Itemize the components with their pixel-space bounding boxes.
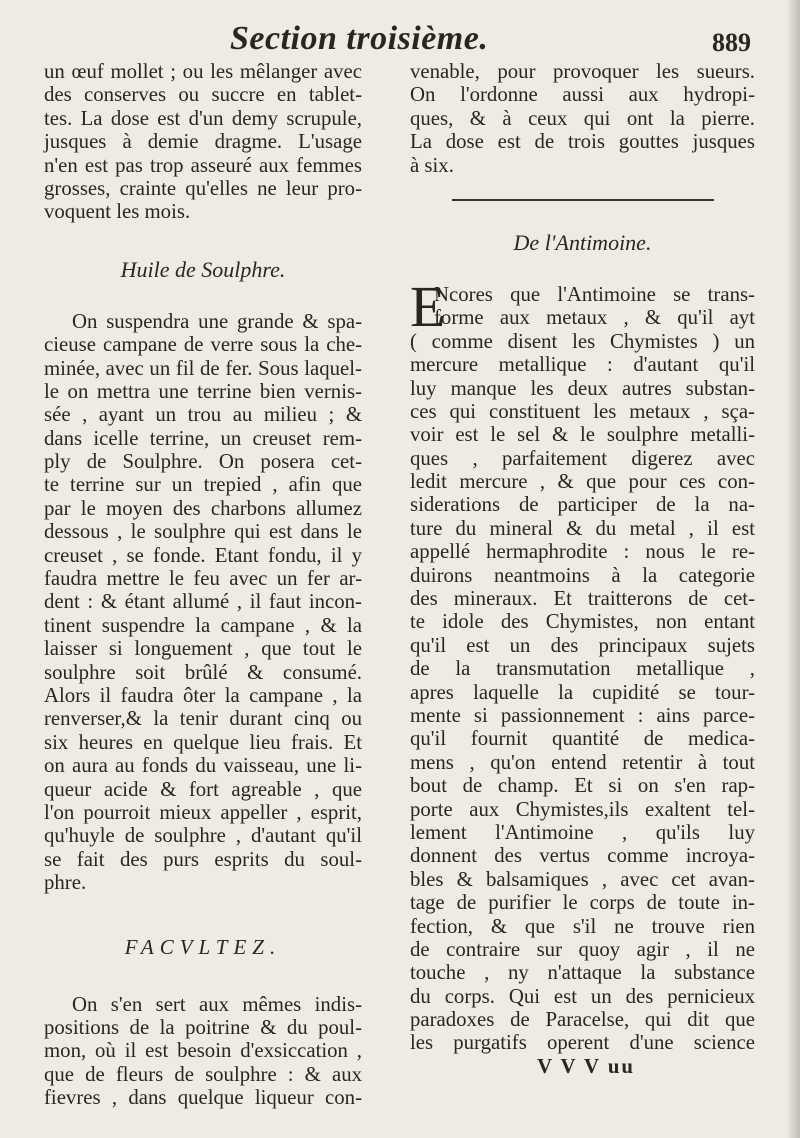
text-line: La dose est de trois gouttes jusques (410, 130, 755, 154)
text-line: se fait des purs esprits du soul- (44, 847, 362, 871)
dropcap-block (410, 273, 755, 339)
text-line: à six. (410, 153, 454, 177)
running-head: Section troisième. (230, 20, 489, 57)
text-line: apres laquelle la cupidité se tour- (410, 680, 755, 704)
catchword: V V V uu (537, 1054, 635, 1078)
antimoine-paragraph (410, 330, 755, 1055)
text-line: ces qui constituent les metaux , sça- (410, 399, 755, 423)
text-line: luy manque les deux autres substan- (410, 376, 755, 400)
text-line: par le moyen des charbons allumez (44, 496, 362, 520)
facultez-paragraph (44, 993, 362, 1110)
text-line: mercure metallique : d'autant qu'il (410, 353, 755, 377)
text-line: bles & balsamiques , avec cet avan- (410, 867, 755, 891)
text-line: le on mettra une terrine bien vernis- (44, 379, 362, 403)
text-line: bout de champ. Et si on s'en rap- (410, 774, 755, 798)
text-line: mente si passionnement : ains parce- (410, 703, 755, 727)
text-line: on aura au fonds du vaisseau, une li- (44, 754, 362, 778)
text-line: l'on pourroit mieux appeller , esprit, (44, 800, 362, 824)
text-line: porte aux Chymistes,ils exaltent tel- (410, 797, 755, 821)
text-line: dans icelle terrine, un creuset rem- (44, 426, 362, 450)
text-line: positions de la poitrine & du poul- (44, 1015, 362, 1039)
text-line: queur acide & fort agreable , que (44, 777, 362, 801)
text-line: ques, & à ceux qui ont la pierre. (410, 106, 755, 130)
text-line: phre. (44, 871, 87, 895)
text-line: fection, & que s'il ne trouve rien (410, 914, 755, 938)
text-line: laisser si longuement , que tout le (44, 637, 362, 661)
text-line: jusques à demie dragme. L'usage (44, 130, 362, 154)
text-line: touche , ny n'attaque la substance (410, 961, 755, 985)
heading-huile-de-soulphre: Huile de Soulphre. (120, 256, 286, 282)
text-line: dent : & étant allumé , il faut incon- (44, 590, 362, 614)
page-edge-shadow (786, 0, 800, 1138)
text-line: mon, où il est besoin d'exsiccation , (44, 1039, 362, 1063)
text-line: forme aux metaux , & qu'il ayt (434, 306, 755, 330)
text-line: lement l'Antimoine , qu'ils luy (410, 820, 755, 844)
text-line: dessous , le soulphre qui est dans le (44, 520, 362, 544)
text-line: te idole des Chymistes, non entant (410, 610, 755, 634)
text-line: On l'ordonne aussi aux hydropi- (410, 83, 755, 107)
text-line: Ncores que l'Antimoine se trans- (434, 282, 755, 306)
text-line: de contraire sur quoy agir , il ne (410, 937, 755, 961)
text-line: siderations de participer de la na- (410, 493, 755, 517)
heading-facultez: FACVLTEZ. (124, 934, 282, 959)
section-divider-rule (452, 199, 714, 201)
text-line: que de fleurs de soulphre : & aux (44, 1062, 362, 1086)
left-column (44, 60, 362, 1109)
text-line: sée , ayant un trou au milieu ; & (44, 403, 362, 427)
page-number: 889 (712, 28, 751, 57)
drop-cap-letter: E (410, 273, 446, 339)
text-line: n'en est pas trop asseuré aux femmes (44, 153, 362, 177)
heading-antimoine: De l'Antimoine. (513, 229, 652, 255)
text-line: tes. La dose est d'un demy scrupule, (44, 106, 362, 130)
text-line: ture du mineral & du metal , il est (410, 516, 755, 540)
text-line: tinent suspendre la campane , & la (44, 613, 362, 637)
text-line: six heures en quelque lieu frais. Et (44, 730, 362, 754)
text-line: renverser,& la tenir durant cinq ou (44, 707, 362, 731)
text-line: donnent des vertus comme incroya- (410, 844, 755, 868)
text-line: On s'en sert aux mêmes indis- (72, 992, 362, 1016)
text-line: cieuse campane de verre sous la che- (44, 333, 362, 357)
right-column (410, 60, 755, 1078)
text-line: qu'il est un des principaux sujets (410, 633, 755, 657)
text-line: mens , qu'on entend retentir à tout (410, 750, 755, 774)
text-line: des mineraux. Et traitterons de cet- (410, 587, 755, 611)
huile-de-soulphre-paragraph (44, 310, 362, 895)
text-line: appellé hermaphrodite : nous le re- (410, 540, 755, 564)
text-line: soulphre soit brûlé & consumé. (44, 660, 362, 684)
text-line: un œuf mollet ; ou les mêlanger avec (44, 60, 362, 83)
text-line: des conserves ou succre en tablet- (44, 83, 362, 107)
text-line: grosses, crainte qu'elles ne leur pro- (44, 176, 362, 200)
text-line: de la transmutation metallique , (410, 657, 755, 681)
text-line: ledit mercure , & que pour ces con- (410, 470, 755, 494)
text-line: voquent les mois. (44, 200, 191, 224)
text-line: qu'il fournit quantité de medica- (410, 727, 755, 751)
text-line: du corps. Qui est un des pernicieux (410, 984, 755, 1008)
text-line: voir est le sel & le soulphre metalli- (410, 423, 755, 447)
text-line: On suspendra une grande & spa- (72, 309, 362, 333)
text-line: te terrine sur un trepied , afin que (44, 473, 362, 497)
text-line: creuset , se fonde. Etant fondu, il y (44, 543, 362, 567)
text-line: Alors il faudra ôter la campane , la (44, 683, 362, 707)
text-line: faudra mettre le feu avec un fer ar- (44, 567, 362, 591)
right-intro-paragraph (410, 60, 755, 177)
text-line: duirons neantmoins à la categorie (410, 563, 755, 587)
text-line: ( comme disent les Chymistes ) un (410, 329, 755, 353)
text-line: paradoxes de Paracelse, qui dit que (410, 1008, 755, 1032)
left-intro-paragraph (44, 60, 362, 224)
text-line: tage de purifier le corps de toute in- (410, 891, 755, 915)
text-line: qu'huyle de soulphre , d'autant qu'il (44, 824, 362, 848)
text-line: venable, pour provoquer les sueurs. (410, 60, 755, 83)
text-line: minée, avec un fil de fer. Sous laquel- (44, 356, 362, 380)
text-line: fievres , dans quelque liqueur con- (44, 1086, 362, 1110)
text-line: ply de Soulphre. On posera cet- (44, 450, 362, 474)
text-line: ques , parfaitement digerez avec (410, 446, 755, 470)
text-line: les purgatifs operent d'une science (410, 1031, 755, 1055)
